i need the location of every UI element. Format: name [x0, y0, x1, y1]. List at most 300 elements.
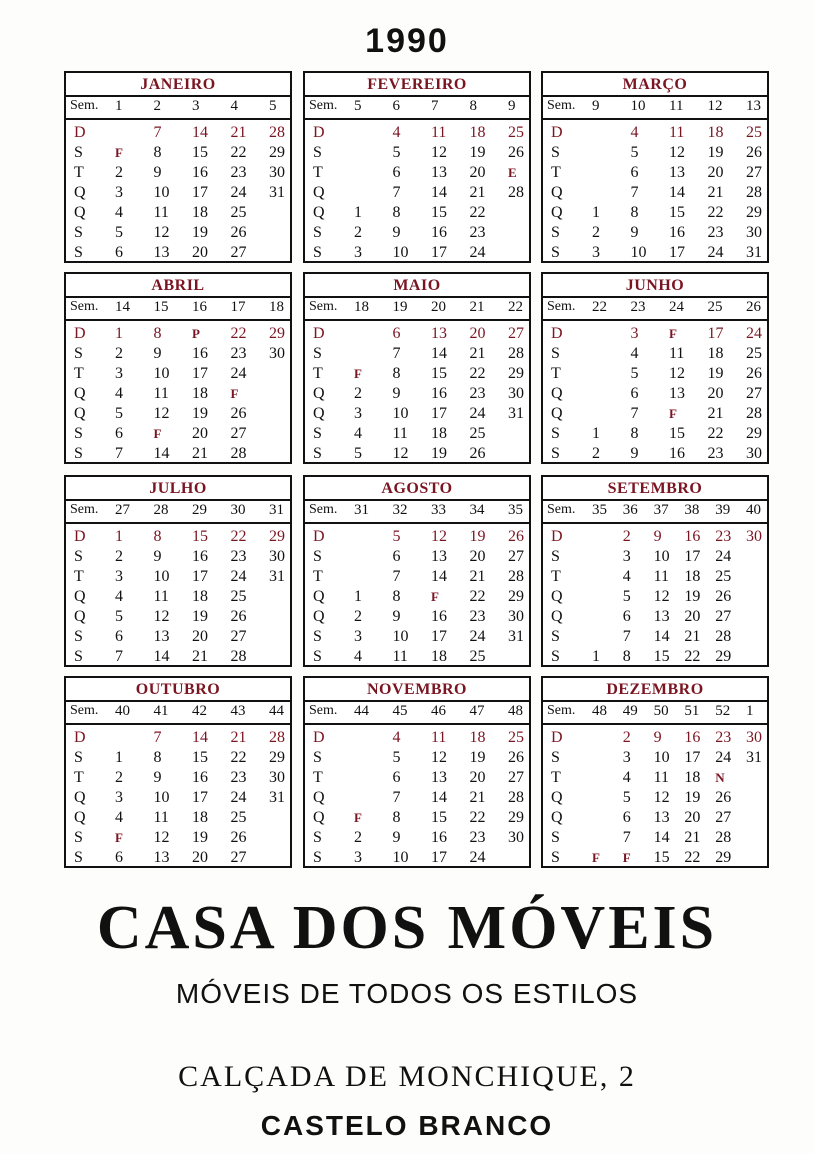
- day-number: 9: [653, 528, 662, 545]
- week-number: 23: [630, 299, 646, 315]
- holiday-mark: F: [354, 366, 362, 381]
- month-name: JUNHO: [543, 274, 767, 298]
- brand-name: CASA DOS MÓVEIS: [96, 894, 718, 962]
- day-number: 22: [469, 204, 486, 221]
- day-number: 2: [354, 224, 362, 241]
- day-number: 8: [153, 749, 162, 766]
- holiday-mark: E: [508, 165, 517, 180]
- day-number: 6: [115, 244, 123, 261]
- day-number: 23: [230, 548, 247, 565]
- holiday-mark: F: [669, 326, 677, 341]
- month-fevereiro: [303, 71, 531, 263]
- day-number: 17: [707, 325, 724, 342]
- week-number: 24: [669, 299, 684, 315]
- weekday-letter: Q: [551, 385, 563, 402]
- month-name: AGOSTO: [305, 477, 529, 501]
- month-name: JANEIRO: [66, 73, 290, 97]
- weekday-letter: S: [551, 445, 560, 462]
- week-label: Sem.: [309, 703, 338, 718]
- week-number: 35: [592, 502, 607, 518]
- week-numbers-row: [66, 501, 290, 524]
- holiday-mark: F: [153, 426, 162, 441]
- day-number: 15: [653, 849, 670, 866]
- day-number: 7: [622, 829, 631, 846]
- day-number: 11: [153, 385, 169, 402]
- holiday-mark: N: [715, 770, 725, 785]
- day-number: 24: [707, 244, 724, 261]
- day-number: 25: [746, 345, 762, 362]
- day-number: 23: [469, 829, 486, 846]
- day-number: 16: [669, 445, 685, 462]
- week-number: 47: [469, 703, 485, 719]
- day-number: 22: [684, 648, 701, 665]
- week-numbers-row: [66, 298, 290, 321]
- day-number: 29: [269, 528, 285, 545]
- holiday-mark: F: [115, 830, 123, 845]
- calendar-year: 1990: [365, 22, 449, 60]
- day-number: 16: [669, 224, 685, 241]
- weekday-letter: T: [74, 769, 84, 786]
- week-number: 35: [508, 502, 523, 518]
- day-number: 14: [153, 445, 170, 462]
- day-number: 2: [592, 224, 600, 241]
- day-number: 22: [469, 588, 486, 605]
- week-number: 1: [746, 703, 754, 719]
- weekday-letter: S: [551, 425, 560, 442]
- day-number: 19: [707, 144, 724, 161]
- week-number: 38: [684, 502, 700, 518]
- day-number: 16: [431, 608, 447, 625]
- day-number: 18: [684, 568, 701, 585]
- weekday-letter: Q: [74, 204, 86, 221]
- week-number: 22: [592, 299, 607, 315]
- day-number: 18: [192, 809, 208, 826]
- day-number: 17: [431, 628, 447, 645]
- week-label: Sem.: [547, 703, 576, 718]
- week-number: 26: [746, 299, 761, 315]
- week-number: 8: [469, 98, 477, 114]
- day-number: 5: [630, 365, 639, 382]
- day-number: 18: [707, 124, 724, 141]
- day-number: 5: [354, 445, 362, 462]
- day-number: 4: [622, 769, 631, 786]
- day-number: 24: [469, 628, 486, 645]
- day-number: 4: [392, 124, 401, 141]
- day-number: 12: [669, 144, 685, 161]
- day-number: 16: [192, 164, 208, 181]
- weekday-letter: T: [551, 365, 561, 382]
- day-number: 21: [469, 568, 486, 585]
- day-number: 4: [354, 648, 362, 665]
- day-number: 23: [707, 224, 724, 241]
- day-number: 7: [392, 789, 401, 806]
- day-number: 13: [431, 164, 447, 181]
- day-number: 6: [630, 385, 639, 402]
- day-number: 20: [192, 425, 208, 442]
- day-number: 22: [707, 425, 724, 442]
- month-name: NOVEMBRO: [305, 678, 529, 702]
- day-number: 15: [431, 809, 447, 826]
- day-number: 22: [230, 325, 247, 342]
- week-number: 37: [653, 502, 669, 518]
- day-number: 27: [230, 628, 247, 645]
- weekday-letter: S: [74, 224, 83, 241]
- month-name: MAIO: [305, 274, 529, 298]
- day-number: 21: [192, 445, 208, 462]
- day-number: 4: [622, 568, 631, 585]
- day-number: 3: [622, 548, 631, 565]
- day-number: 12: [431, 144, 447, 161]
- week-label: Sem.: [70, 703, 99, 718]
- day-number: 10: [392, 244, 409, 261]
- day-number: 5: [630, 144, 639, 161]
- weekday-letter: Q: [74, 809, 86, 826]
- day-number: 22: [230, 528, 247, 545]
- weekday-letter: D: [74, 325, 86, 342]
- day-number: 9: [392, 385, 401, 402]
- day-number: 10: [153, 184, 170, 201]
- week-number: 43: [230, 703, 246, 719]
- day-number: 20: [684, 809, 701, 826]
- week-number: 49: [622, 703, 638, 719]
- day-number: 29: [508, 588, 524, 605]
- day-number: 29: [508, 365, 524, 382]
- weekday-letter: S: [74, 829, 83, 846]
- day-number: 7: [392, 184, 401, 201]
- weekday-letter: S: [313, 345, 322, 362]
- week-numbers-row: [305, 298, 529, 321]
- day-number: 18: [684, 769, 701, 786]
- day-number: 28: [269, 124, 285, 141]
- day-number: 21: [230, 729, 247, 746]
- day-number: 26: [230, 224, 247, 241]
- day-number: 17: [431, 849, 447, 866]
- day-number: 7: [153, 729, 162, 746]
- tagline: MÓVEIS DE TODOS OS ESTILOS: [175, 978, 639, 1009]
- day-number: 26: [508, 749, 524, 766]
- day-number: 13: [153, 244, 170, 261]
- day-number: 3: [115, 184, 123, 201]
- month-outubro: [64, 676, 292, 868]
- day-number: 7: [392, 345, 401, 362]
- day-number: 30: [269, 769, 285, 786]
- day-number: 25: [230, 809, 247, 826]
- day-number: 20: [192, 244, 208, 261]
- holiday-mark: P: [192, 326, 200, 341]
- week-number: 33: [431, 502, 446, 518]
- day-number: 27: [715, 608, 732, 625]
- day-number: 12: [431, 749, 447, 766]
- day-number: 30: [746, 729, 762, 746]
- week-number: 50: [653, 703, 669, 719]
- day-number: 12: [431, 528, 447, 545]
- weekday-letter: D: [74, 729, 86, 746]
- week-number: 20: [431, 299, 446, 315]
- weekday-letter: Q: [551, 405, 563, 422]
- day-number: 31: [269, 789, 285, 806]
- day-number: 16: [431, 829, 447, 846]
- month-novembro: [303, 676, 531, 868]
- day-number: 13: [653, 608, 670, 625]
- day-number: 8: [622, 648, 631, 665]
- weekday-letter: D: [313, 325, 325, 342]
- day-number: 27: [230, 244, 247, 261]
- day-number: 13: [653, 809, 670, 826]
- day-number: 19: [192, 224, 208, 241]
- day-number: 28: [746, 184, 762, 201]
- day-number: 21: [469, 345, 486, 362]
- weekday-letter: S: [551, 648, 560, 665]
- week-number: 11: [669, 98, 684, 114]
- day-number: 3: [354, 849, 362, 866]
- day-number: 19: [192, 608, 208, 625]
- day-number: 11: [669, 345, 685, 362]
- weekday-letter: Q: [551, 809, 563, 826]
- week-number: 1: [115, 98, 123, 114]
- day-number: 23: [469, 224, 486, 241]
- day-number: 13: [669, 164, 685, 181]
- day-number: 12: [153, 224, 170, 241]
- day-number: 25: [230, 204, 247, 221]
- day-number: 15: [653, 648, 670, 665]
- day-number: 13: [153, 849, 170, 866]
- month-agosto: [303, 475, 531, 667]
- day-number: 23: [469, 385, 486, 402]
- day-number: 29: [715, 849, 732, 866]
- day-number: 8: [392, 204, 401, 221]
- month-name: MARÇO: [543, 73, 767, 97]
- day-number: 8: [153, 528, 162, 545]
- day-number: 14: [153, 648, 170, 665]
- weekday-letter: Q: [313, 588, 325, 605]
- day-number: 22: [469, 365, 486, 382]
- day-number: 27: [508, 548, 524, 565]
- day-number: 1: [592, 648, 600, 665]
- day-number: 19: [684, 789, 701, 806]
- day-number: 15: [431, 204, 447, 221]
- weekday-letter: Q: [313, 184, 325, 201]
- week-numbers-row: [543, 702, 767, 725]
- day-number: 23: [469, 608, 486, 625]
- day-number: 25: [508, 124, 524, 141]
- day-number: 6: [392, 769, 401, 786]
- day-number: 12: [153, 608, 170, 625]
- week-number: 48: [508, 703, 523, 719]
- day-number: 23: [715, 729, 732, 746]
- day-number: 6: [392, 164, 401, 181]
- week-number: 17: [230, 299, 246, 315]
- weekday-letter: T: [551, 769, 561, 786]
- day-number: 25: [469, 425, 486, 442]
- day-number: 25: [469, 648, 486, 665]
- day-number: 11: [153, 204, 169, 221]
- day-number: 15: [192, 528, 208, 545]
- day-number: 28: [715, 628, 732, 645]
- day-number: 22: [707, 204, 724, 221]
- day-number: 11: [392, 425, 408, 442]
- day-number: 14: [653, 628, 670, 645]
- day-number: 21: [684, 829, 701, 846]
- weekday-letter: Q: [313, 789, 325, 806]
- weekday-letter: D: [551, 325, 563, 342]
- day-number: 17: [192, 568, 208, 585]
- day-number: 11: [153, 588, 169, 605]
- day-number: 1: [592, 204, 600, 221]
- weekday-letter: Q: [313, 385, 325, 402]
- holiday-mark: F: [230, 386, 239, 401]
- day-number: 3: [354, 405, 362, 422]
- day-number: 10: [153, 568, 170, 585]
- day-number: 16: [431, 224, 447, 241]
- day-number: 9: [392, 224, 401, 241]
- day-number: 8: [392, 809, 401, 826]
- day-number: 26: [746, 144, 762, 161]
- day-number: 4: [115, 385, 123, 402]
- day-number: 28: [508, 184, 524, 201]
- day-number: 5: [622, 588, 631, 605]
- weekday-letter: S: [74, 144, 83, 161]
- day-number: 24: [715, 749, 732, 766]
- weekday-letter: Q: [551, 184, 563, 201]
- day-number: 29: [269, 325, 285, 342]
- weekday-letter: S: [551, 849, 560, 866]
- weekday-letter: S: [313, 224, 322, 241]
- day-number: 16: [431, 385, 447, 402]
- weekday-letter: S: [551, 628, 560, 645]
- day-number: 27: [715, 809, 732, 826]
- weekday-letter: S: [313, 425, 322, 442]
- day-number: 26: [230, 608, 247, 625]
- day-number: 31: [269, 184, 285, 201]
- day-number: 17: [192, 184, 208, 201]
- day-number: 2: [354, 829, 362, 846]
- week-number: 19: [392, 299, 408, 315]
- day-number: 20: [469, 164, 486, 181]
- day-number: 28: [715, 829, 732, 846]
- day-number: 19: [431, 445, 447, 462]
- day-number: 8: [153, 144, 162, 161]
- week-number: 27: [115, 502, 130, 518]
- day-number: 29: [746, 204, 762, 221]
- day-number: 7: [115, 648, 123, 665]
- month-abril: [64, 272, 292, 464]
- day-number: 13: [431, 548, 447, 565]
- weekday-letter: Q: [551, 789, 563, 806]
- day-number: 27: [230, 425, 247, 442]
- weekday-letter: Q: [313, 405, 325, 422]
- day-number: 10: [153, 789, 170, 806]
- day-number: 27: [746, 164, 762, 181]
- weekday-letter: T: [313, 568, 323, 585]
- week-number: 25: [707, 299, 723, 315]
- day-number: 4: [630, 124, 639, 141]
- day-number: 7: [153, 124, 162, 141]
- weekday-letter: Q: [313, 608, 325, 625]
- month-julho: [64, 475, 292, 667]
- day-number: 20: [707, 164, 724, 181]
- day-number: 9: [153, 548, 162, 565]
- month-name: FEVEREIRO: [305, 73, 529, 97]
- weekday-letter: Q: [74, 385, 86, 402]
- weekday-letter: S: [551, 548, 560, 565]
- week-number: 46: [431, 703, 446, 719]
- weekday-letter: D: [313, 528, 325, 545]
- day-number: 9: [153, 345, 162, 362]
- day-number: 2: [115, 345, 123, 362]
- holiday-mark: F: [431, 589, 439, 604]
- day-number: 10: [630, 244, 647, 261]
- week-number: 5: [269, 98, 277, 114]
- day-number: 6: [392, 548, 401, 565]
- day-number: 3: [115, 789, 123, 806]
- day-number: 1: [592, 425, 600, 442]
- week-number: 40: [115, 703, 130, 719]
- day-number: 12: [653, 588, 670, 605]
- week-label: Sem.: [547, 98, 576, 113]
- day-number: 16: [684, 729, 701, 746]
- day-number: 6: [392, 325, 401, 342]
- day-number: 11: [431, 124, 447, 141]
- day-number: 2: [354, 608, 362, 625]
- month-name: ABRIL: [66, 274, 290, 298]
- week-label: Sem.: [547, 502, 576, 517]
- month-name: JULHO: [66, 477, 290, 501]
- day-number: 11: [653, 769, 669, 786]
- weekday-letter: T: [313, 769, 323, 786]
- day-number: 26: [230, 405, 247, 422]
- weekday-letter: S: [74, 425, 83, 442]
- day-number: 17: [669, 244, 685, 261]
- day-number: 26: [715, 789, 732, 806]
- day-number: 11: [392, 648, 408, 665]
- weekday-letter: D: [74, 528, 86, 545]
- day-number: 29: [746, 425, 762, 442]
- day-number: 14: [669, 184, 685, 201]
- day-number: 3: [592, 244, 600, 261]
- day-number: 22: [230, 144, 247, 161]
- month-name: DEZEMBRO: [543, 678, 767, 702]
- week-number: 51: [684, 703, 700, 719]
- weekday-letter: Q: [313, 204, 325, 221]
- week-number: 32: [392, 502, 408, 518]
- month-maio: [303, 272, 531, 464]
- holiday-mark: F: [354, 810, 362, 825]
- day-number: 28: [746, 405, 762, 422]
- day-number: 29: [269, 144, 285, 161]
- weekday-letter: S: [313, 548, 322, 565]
- day-number: 28: [508, 345, 524, 362]
- day-number: 10: [653, 548, 670, 565]
- day-number: 25: [746, 124, 762, 141]
- day-number: 19: [707, 365, 724, 382]
- day-number: 1: [115, 749, 123, 766]
- week-number: 52: [715, 703, 731, 719]
- day-number: 12: [153, 829, 170, 846]
- day-number: 26: [469, 445, 486, 462]
- weekday-letter: T: [74, 365, 84, 382]
- day-number: 31: [269, 568, 285, 585]
- weekday-letter: Q: [74, 789, 86, 806]
- day-number: 4: [115, 204, 123, 221]
- day-number: 8: [392, 365, 401, 382]
- day-number: 11: [431, 729, 447, 746]
- day-number: 15: [669, 204, 685, 221]
- holiday-mark: F: [669, 406, 677, 421]
- day-number: 20: [192, 849, 208, 866]
- week-number: 18: [354, 299, 369, 315]
- day-number: 11: [669, 124, 685, 141]
- day-number: 20: [469, 769, 486, 786]
